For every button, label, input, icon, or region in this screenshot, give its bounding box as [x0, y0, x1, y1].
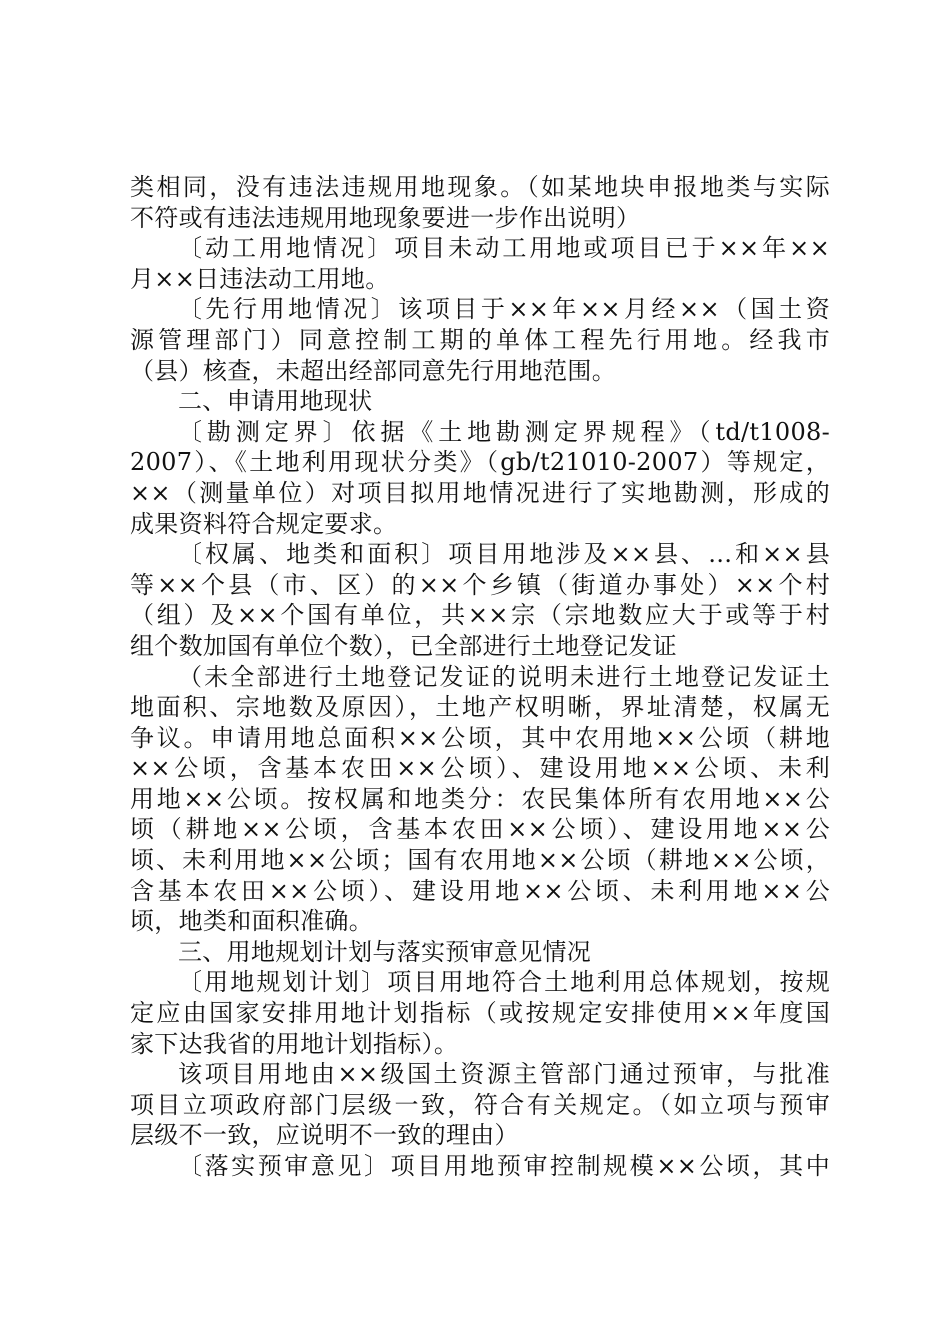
- paragraph-start-line: 〔权属、地类和面积〕项目用地涉及××县、…和××县: [178, 540, 830, 569]
- text-line: 成果资料符合规定要求。: [130, 509, 398, 538]
- text-line: 顷、未利用地××公顷；国有农用地××公顷（耕地××公顷，: [130, 846, 830, 875]
- text-line: 不符或有违法违规用地现象要进一步作出说明）: [130, 203, 641, 232]
- text-line: 层级不一致，应说明不一致的理由）: [130, 1121, 519, 1150]
- text-line: 等××个县（市、区）的××个乡镇（街道办事处）××个村: [130, 570, 830, 599]
- paragraph-start-line: 〔先行用地情况〕该项目于××年××月经××（国土资: [178, 295, 830, 324]
- text-line: 月××日违法动工用地。: [130, 264, 390, 293]
- paragraph-start-line: 〔落实预审意见〕项目用地预审控制规模××公顷，其中: [178, 1152, 830, 1180]
- paragraph-start-line: 〔勘测定界〕依据《土地勘测定界规程》（td/t1008-: [178, 417, 830, 446]
- text-line: 2007）、《土地利用现状分类》（gb/t21010-2007）等规定，: [130, 448, 830, 477]
- text-line: 顷，地类和面积准确。: [130, 907, 373, 936]
- text-line: （县）核查，未超出经部同意先行用地范围。: [130, 356, 616, 385]
- text-line: （组）及××个国有单位，共××宗（宗地数应大于或等于村: [130, 601, 830, 630]
- text-line: ××（测量单位）对项目拟用地情况进行了实地勘测，形成的: [130, 478, 830, 507]
- text-line: 定应由国家安排用地计划指标（或按规定安排使用××年度国: [130, 999, 830, 1028]
- text-line: 顷（耕地××公顷，含基本农田××公顷）、建设用地××公: [130, 815, 830, 844]
- paragraph-start-line: 〔动工用地情况〕项目未动工用地或项目已于××年××: [178, 234, 830, 263]
- paragraph-start-line: 该项目用地由××级国土资源主管部门通过预审，与批准: [178, 1060, 830, 1089]
- paragraph-start-line: 〔用地规划计划〕项目用地符合土地利用总体规划，按规: [178, 968, 830, 997]
- text-line: 源管理部门）同意控制工期的单体工程先行用地。经我市: [130, 325, 830, 354]
- text-line: 组个数加国有单位个数），已全部进行土地登记发证: [130, 631, 677, 660]
- text-line: 类相同，没有违法违规用地现象。（如某地块申报地类与实际: [130, 173, 830, 201]
- document-body: [130, 172, 830, 1182]
- text-line: ××公顷，含基本农田××公顷）、建设用地××公顷、未利: [130, 754, 830, 783]
- text-line: 家下达我省的用地计划指标）。: [130, 1029, 459, 1058]
- text-line: 用地××公顷。按权属和地类分：农民集体所有农用地××公: [130, 784, 830, 813]
- text-line: 含基本农田××公顷）、建设用地××公顷、未利用地××公: [130, 876, 830, 905]
- text-line: 项目立项政府部门层级一致，符合有关规定。（如立项与预审: [130, 1090, 830, 1119]
- section-heading: 三、用地规划计划与落实预审意见情况: [178, 937, 592, 966]
- section-heading: 二、申请用地现状: [178, 387, 373, 416]
- paragraph-start-line: （未全部进行土地登记发证的说明未进行土地登记发证土: [178, 662, 830, 691]
- text-line: 地面积、宗地数及原因），土地产权明晰，界址清楚，权属无: [130, 693, 830, 722]
- text-line: 争议。申请用地总面积××公顷，其中农用地××公顷（耕地: [130, 723, 830, 752]
